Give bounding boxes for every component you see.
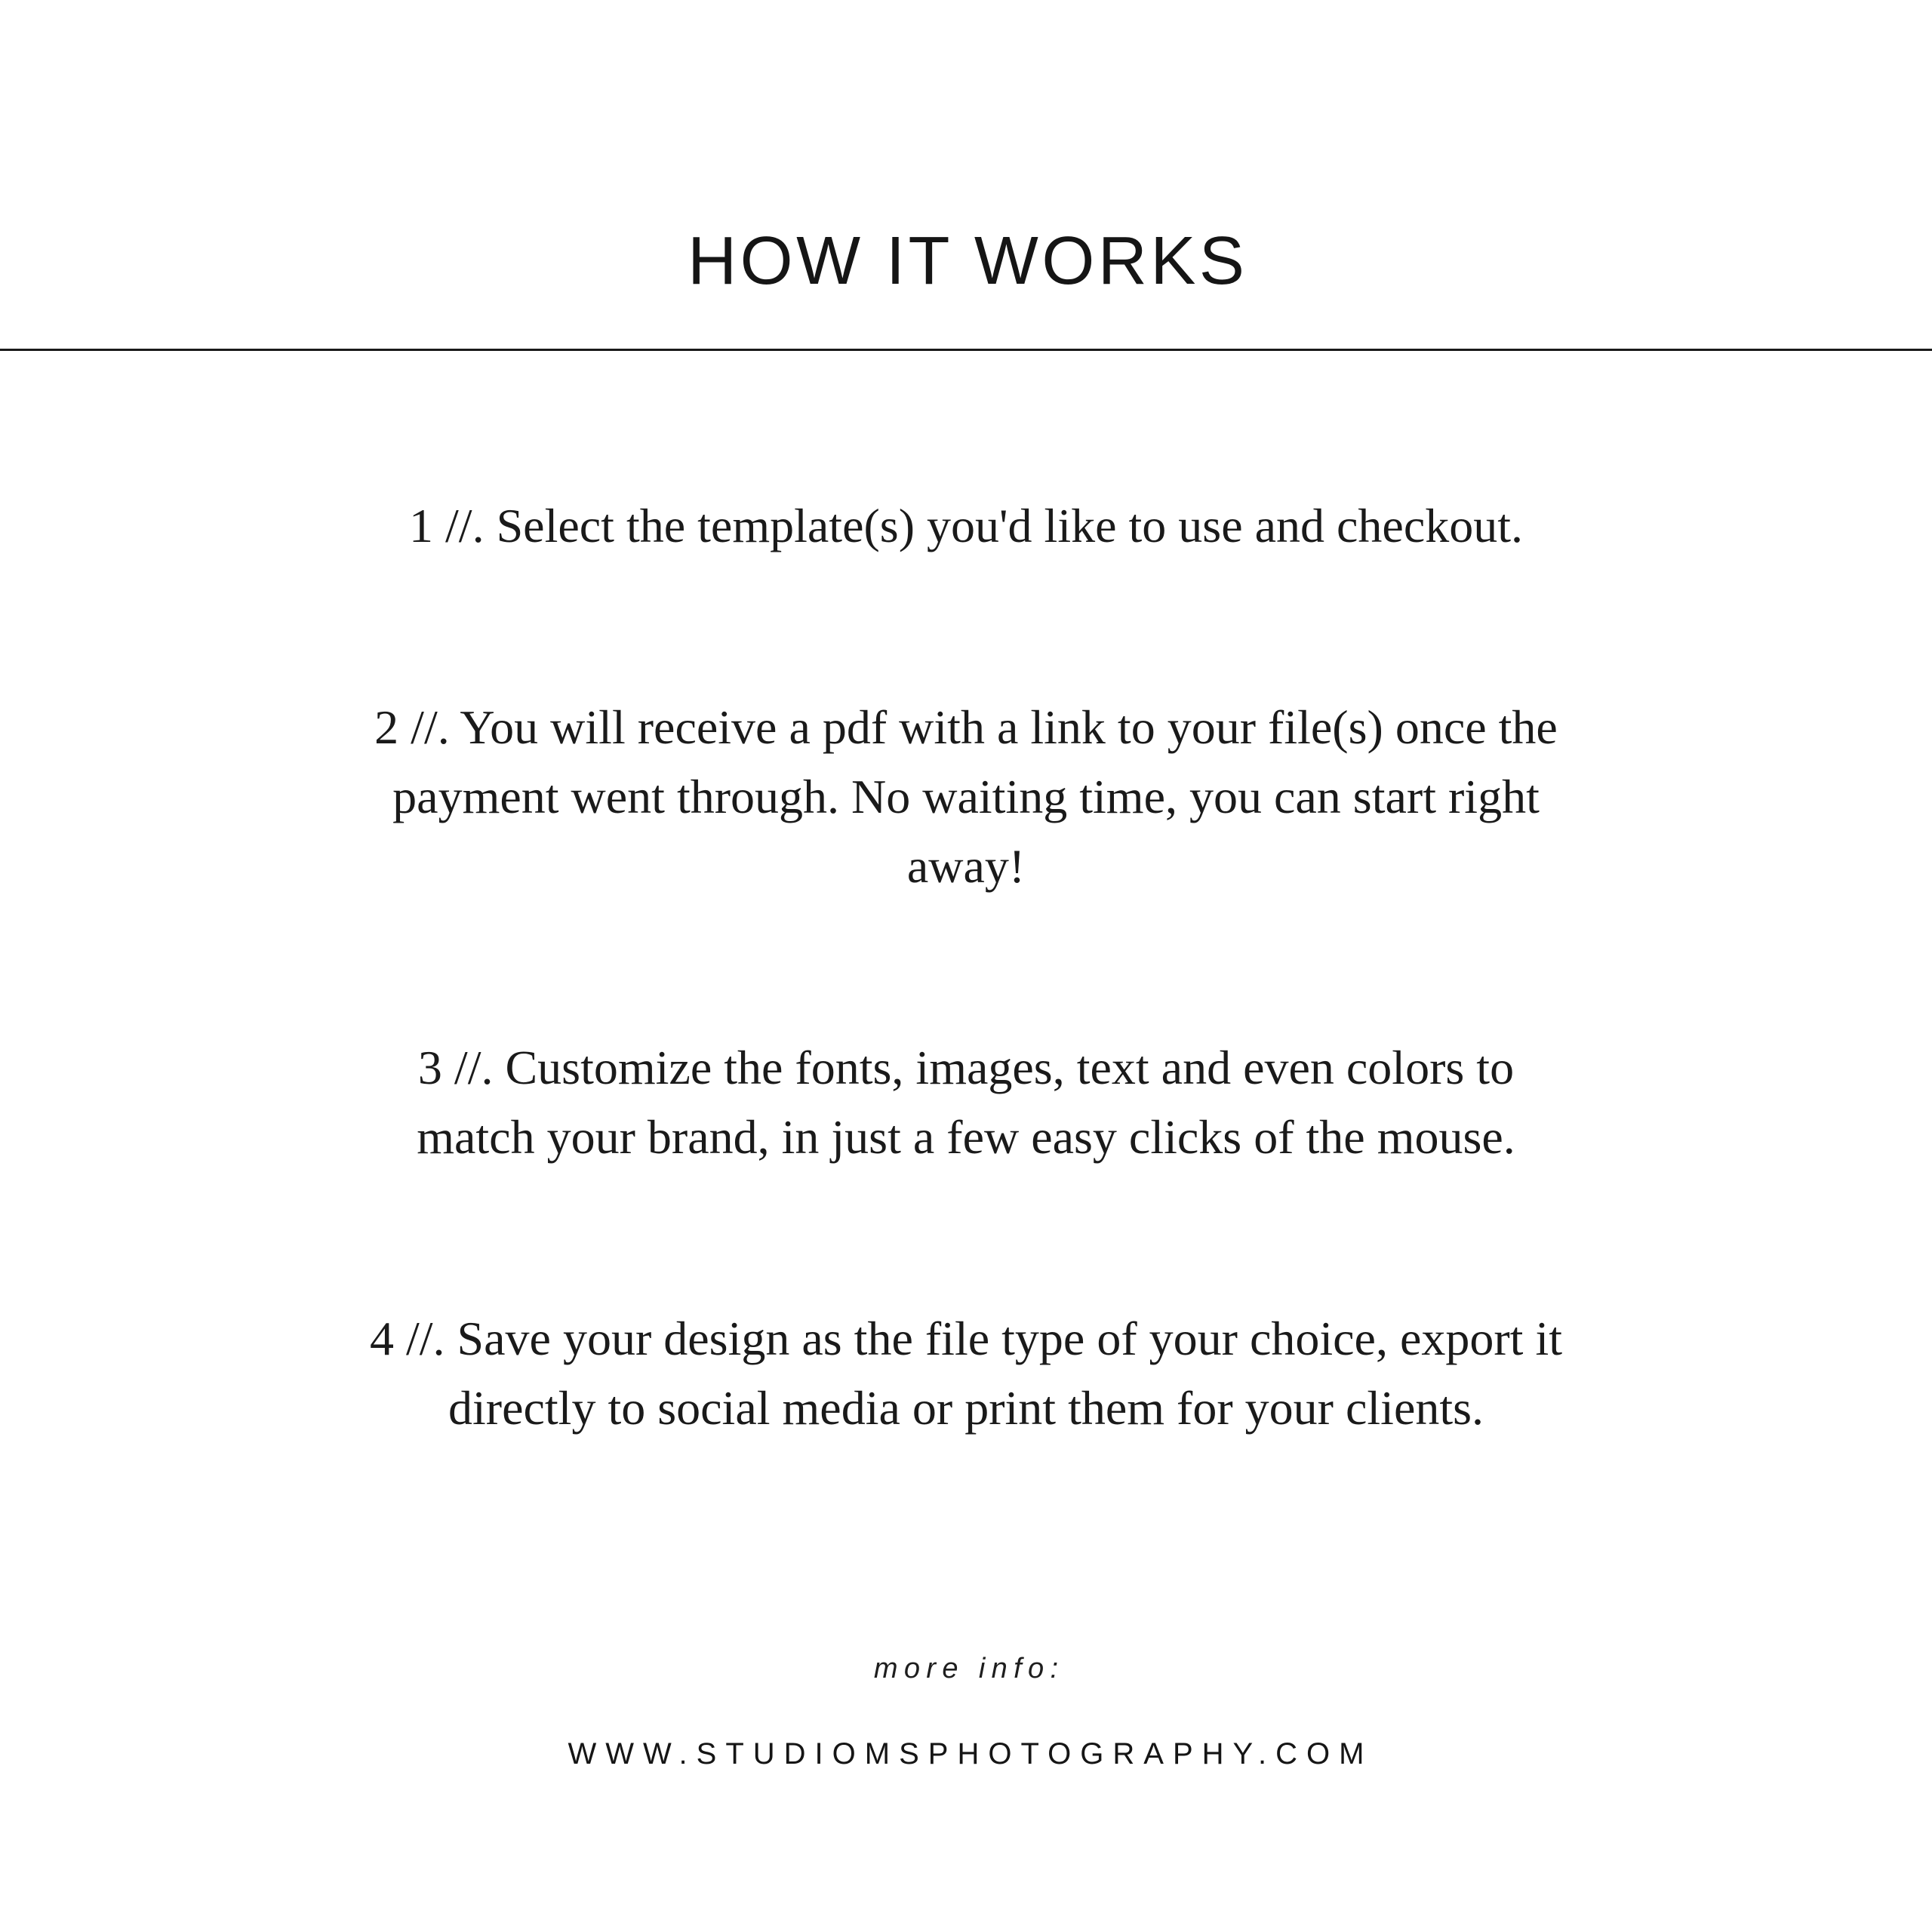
step-1-line-1: 1 //. Select the template(s) you'd like to use and checkout. (409, 499, 1523, 552)
step-3 (0, 1033, 1932, 1172)
website-url: WWW.STUDIOMSPHOTOGRAPHY.COM (568, 1737, 1374, 1770)
step-1 (0, 491, 1932, 561)
step-4-line-2: directly to social media or print them for your clients. (448, 1381, 1484, 1435)
step-4-line-1: 4 //. Save your design as the file type of your choice, export it (369, 1312, 1563, 1365)
steps-list (0, 351, 1932, 1443)
step-4 (0, 1304, 1932, 1443)
step-3-line-1: 3 //. Customize the fonts, images, text and even colors to (417, 1041, 1515, 1094)
step-2 (0, 693, 1932, 901)
page-title: HOW IT WORKS (688, 223, 1248, 299)
more-info-label: more info: (873, 1653, 1065, 1684)
page-footer (0, 1651, 1932, 1772)
step-2-line-1: 2 //. You will receive a pdf with a link to your file(s) once the (374, 700, 1558, 754)
step-3-line-2: match your brand, in just a few easy clicks of the mouse. (417, 1110, 1515, 1164)
step-2-line-3: away! (906, 839, 1026, 893)
step-2-line-2: payment went through. No waiting time, you can start right (392, 770, 1540, 823)
